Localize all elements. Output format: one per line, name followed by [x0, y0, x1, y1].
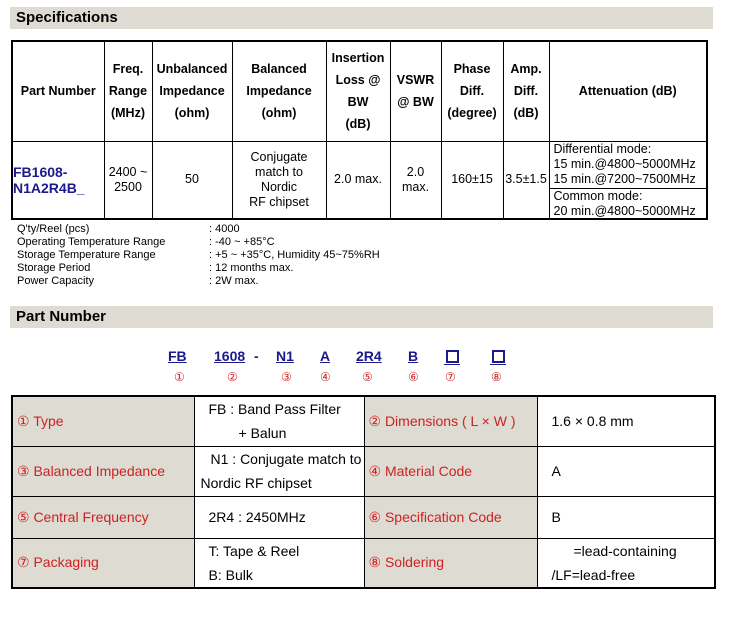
cell-part-number: FB1608- N1A2R4B_ [12, 141, 104, 219]
cell-attenuation [549, 141, 707, 219]
part-number-section-header [10, 306, 713, 328]
part-number-title: Part Number [16, 308, 107, 325]
pn-code-b: B [408, 348, 419, 364]
cell-freq-range: 2400 ~ 2500 [104, 141, 152, 219]
pn-code-1608: 1608 [214, 348, 246, 364]
header-part-number: Part Number [12, 41, 104, 141]
pn-code-2r4: 2R4 [356, 348, 382, 364]
pn-code-separator: - [254, 348, 259, 364]
value-balanced-impedance: N1 : Conjugate match to Nordic RF chipset [194, 446, 364, 496]
specifications-table [11, 40, 708, 220]
part-number-table [11, 395, 716, 589]
value-dimensions: 1.6 × 0.8 mm [537, 396, 715, 446]
table-row [12, 496, 715, 538]
pn-code-box-underline [444, 364, 460, 365]
label-packaging: ⑦ Packaging [12, 538, 194, 588]
pn-number-3: ③ [281, 370, 292, 384]
table-row [12, 396, 715, 446]
header-attenuation: Attenuation (dB) [549, 41, 707, 141]
pn-code-n1: N1 [276, 348, 294, 364]
pn-code-box-icon [492, 350, 505, 363]
cell-unbalanced-impedance: 50 [152, 141, 232, 219]
label-soldering: ⑧ Soldering [364, 538, 537, 588]
attenuation-common: Common mode: 20 min.@4800~5000MHz [553, 188, 696, 218]
header-phase-diff: Phase Diff. (degree) [441, 41, 503, 141]
header-unbalanced-impedance: Unbalanced Impedance (ohm) [152, 41, 232, 141]
header-insertion-loss: Insertion Loss @ BW (dB) [326, 41, 390, 141]
pn-number-7: ⑦ [445, 370, 456, 384]
specifications-title: Specifications [16, 9, 118, 26]
value-soldering: =lead-containing /LF=lead-free [537, 538, 715, 588]
cell-phase-diff: 160±15 [441, 141, 503, 219]
pn-code-a: A [320, 348, 331, 364]
header-vswr: VSWR @ BW [390, 41, 441, 141]
value-central-frequency: 2R4 : 2450MHz [194, 496, 364, 538]
pn-number-2: ② [227, 370, 238, 384]
value-material-code: A [537, 446, 715, 496]
table-row [12, 538, 715, 588]
header-freq-range: Freq. Range (MHz) [104, 41, 152, 141]
header-balanced-impedance: Balanced Impedance (ohm) [232, 41, 326, 141]
label-dimensions: ② Dimensions ( L × W ) [364, 396, 537, 446]
spec-data-row [12, 141, 707, 219]
value-packaging: T: Tape & Reel B: Bulk [194, 538, 364, 588]
specifications-section-header [10, 7, 713, 29]
label-material-code: ④ Material Code [364, 446, 537, 496]
pn-code-box-icon [446, 350, 459, 363]
label-balanced-impedance: ③ Balanced Impedance [12, 446, 194, 496]
pn-number-5: ⑤ [362, 370, 373, 384]
cell-amp-diff: 3.5±1.5 [503, 141, 549, 219]
attenuation-differential: Differential mode: 15 min.@4800~5000MHz 15 min.@7200~7500MHz [550, 142, 707, 189]
pn-number-6: ⑥ [408, 370, 419, 384]
pn-number-4: ④ [320, 370, 331, 384]
pn-number-1: ① [174, 370, 185, 384]
label-type: ① Type [12, 396, 194, 446]
table-row [12, 446, 715, 496]
pn-number-8: ⑧ [491, 370, 502, 384]
header-amp-diff: Amp. Diff. (dB) [503, 41, 549, 141]
cell-balanced-impedance: Conjugate match to Nordic RF chipset [232, 141, 326, 219]
value-specification-code: B [537, 496, 715, 538]
spec-header-row [12, 41, 707, 141]
pn-code-fb: FB [168, 348, 187, 364]
cell-insertion-loss: 2.0 max. [326, 141, 390, 219]
label-central-frequency: ⑤ Central Frequency [12, 496, 194, 538]
label-specification-code: ⑥ Specification Code [364, 496, 537, 538]
cell-vswr: 2.0 max. [390, 141, 441, 219]
value-type: FB : Band Pass Filter + Balun [194, 396, 364, 446]
pn-code-box-underline [490, 364, 506, 365]
